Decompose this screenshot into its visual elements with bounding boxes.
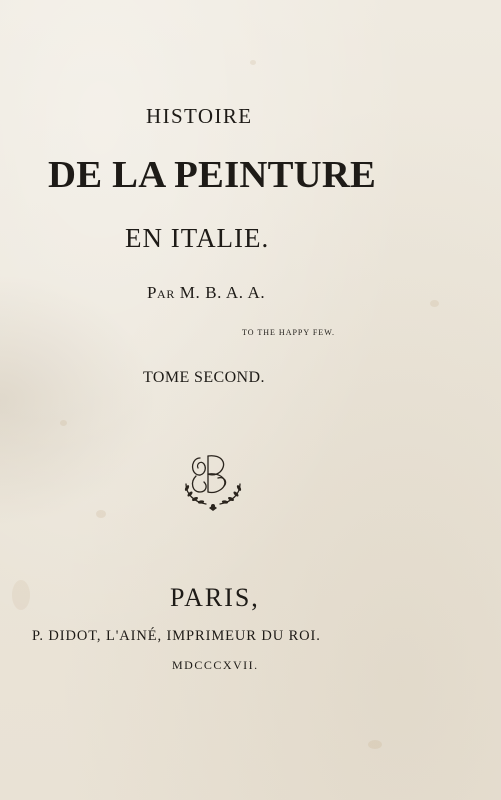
author-line: Par M. B. A. A. [147, 283, 266, 302]
monogram-wreath-icon [178, 448, 248, 518]
imprint-place: PARIS, [170, 583, 260, 612]
imprint-year: MDCCCXVII. [172, 658, 259, 672]
title-line-2: DE LA PEINTURE [48, 154, 377, 196]
title-line-1: HISTOIRE [146, 104, 253, 128]
title-line-3: EN ITALIE. [125, 223, 270, 253]
imprint-printer: P. DIDOT, L'AINÉ, IMPRIMEUR DU ROI. [32, 628, 321, 644]
epigraph: TO THE HAPPY FEW. [242, 328, 336, 337]
volume-label: TOME SECOND. [143, 369, 265, 386]
